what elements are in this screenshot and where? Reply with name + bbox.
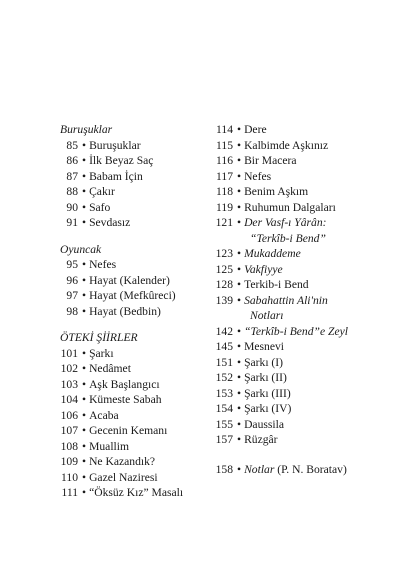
- toc-entry: [213, 262, 383, 278]
- page-number: 128: [215, 278, 233, 291]
- bullet: •: [82, 362, 87, 375]
- page-number: 118: [216, 185, 233, 198]
- toc-entry: [213, 370, 383, 386]
- page-number: 102: [60, 362, 78, 375]
- toc-entry: [60, 200, 210, 216]
- entry-title: Nedâmet: [89, 362, 131, 375]
- bullet: •: [82, 289, 87, 302]
- bullet: •: [237, 293, 242, 307]
- bullet: •: [82, 377, 87, 391]
- entry-title: Benim Aşkım: [244, 185, 309, 198]
- bullet: •: [237, 278, 242, 291]
- bullet: •: [237, 324, 242, 338]
- page-number: 117: [216, 169, 233, 183]
- entry-title: Babam İçin: [89, 169, 143, 183]
- toc-entry: [60, 408, 210, 424]
- entry-title: Şarkı: [89, 346, 114, 360]
- bullet: •: [82, 216, 87, 229]
- entry-title: Sabahattin Ali'nin: [244, 293, 328, 307]
- entry-title: Nefes: [89, 258, 117, 271]
- toc-entry: [213, 122, 383, 138]
- entry-title: “Terkîb-i Bend”e Zeyl: [244, 324, 348, 338]
- toc-entry: [213, 184, 383, 200]
- entry-title-extra: (P. N. Boratav): [277, 462, 347, 476]
- page-number: 104: [60, 393, 78, 406]
- bullet: •: [237, 402, 242, 415]
- entry-title: Daussila: [244, 417, 284, 431]
- page-number: 145: [215, 340, 233, 353]
- page-number: 97: [66, 289, 78, 302]
- entry-title: Aşk Başlangıcı: [89, 377, 160, 391]
- entry-title: Şarkı (I): [244, 355, 284, 369]
- bullet: •: [82, 138, 87, 152]
- entry-title: Çakır: [89, 185, 115, 198]
- page-number: 88: [66, 185, 78, 198]
- entry-title: Hayat (Mefkûreci): [89, 289, 176, 302]
- bullet: •: [237, 371, 242, 384]
- bullet: •: [82, 408, 87, 422]
- toc-entry: [213, 324, 383, 340]
- page-number: 96: [66, 273, 78, 287]
- page-number: 153: [215, 386, 233, 400]
- entry-title: Kalbimde Aşkınız: [244, 138, 329, 152]
- entry-title: Ne Kazandık?: [89, 455, 156, 468]
- bullet: •: [237, 417, 242, 431]
- toc-entry: [213, 169, 383, 185]
- page-number: 123: [215, 247, 233, 260]
- bullet: •: [237, 262, 242, 276]
- toc-entry: [60, 304, 210, 320]
- entry-title: Terkib-i Bend: [244, 278, 309, 291]
- page-number: 95: [66, 258, 78, 271]
- entry-title: Şarkı (III): [244, 386, 291, 400]
- toc-entry: [60, 257, 210, 273]
- toc-entry: [213, 355, 383, 371]
- page-number: 109: [60, 455, 78, 468]
- toc-entry: [213, 386, 383, 402]
- toc-entry: [213, 417, 383, 433]
- entry-title: Gazel Naziresi: [89, 470, 158, 484]
- entry-title: Muallim: [89, 439, 129, 453]
- page-number: 158: [215, 462, 233, 476]
- toc-entry: [60, 346, 210, 362]
- toc-entry: [60, 153, 210, 169]
- toc-entry: [213, 153, 383, 169]
- toc-entry: [60, 454, 210, 470]
- page-number: 157: [215, 433, 233, 446]
- spacer: [60, 319, 210, 330]
- bullet: •: [237, 185, 242, 198]
- section-heading: Buruşuklar: [60, 123, 113, 136]
- page-number: 86: [66, 154, 78, 167]
- entry-title: “Öksüz Kız” Masalı: [89, 486, 184, 499]
- entry-title: Buruşuklar: [89, 138, 141, 152]
- entry-title: Rüzgâr: [244, 433, 278, 446]
- entry-title: Bir Macera: [244, 154, 297, 167]
- page-number: 101: [60, 346, 78, 360]
- page-number: 142: [215, 324, 233, 338]
- entry-title: Dere: [244, 123, 267, 136]
- entry-title: Mukaddeme: [244, 247, 301, 260]
- section-heading: Oyuncak: [60, 242, 102, 256]
- page-number: 155: [215, 417, 233, 431]
- bullet: •: [82, 346, 87, 360]
- page-number: 106: [60, 408, 78, 422]
- toc-entry: [213, 138, 383, 154]
- entry-title: Ruhumun Dalgaları: [244, 200, 336, 214]
- toc-entry: [60, 439, 210, 455]
- page-number: 107: [60, 424, 78, 437]
- toc-entry: [213, 462, 383, 478]
- page-number: 98: [66, 304, 78, 318]
- page-number: 103: [60, 377, 78, 391]
- toc-entry: [60, 169, 210, 185]
- toc-entry: [213, 432, 383, 448]
- page-number: 151: [215, 355, 233, 369]
- page-number: 110: [61, 470, 78, 484]
- bullet: •: [82, 439, 87, 453]
- bullet: •: [237, 200, 242, 214]
- page-number: 121: [215, 216, 233, 229]
- bullet: •: [237, 433, 242, 446]
- toc-entry: [60, 273, 210, 289]
- toc-entry: [213, 401, 383, 417]
- toc-entry: [213, 277, 383, 293]
- entry-title: Mesnevi: [244, 340, 284, 353]
- toc-entry: [213, 200, 383, 216]
- bullet: •: [82, 258, 87, 271]
- page-number: 91: [66, 216, 78, 229]
- toc-entry: [60, 423, 210, 439]
- page-number: 139: [215, 293, 233, 307]
- bullet: •: [237, 123, 242, 136]
- bullet: •: [237, 169, 242, 183]
- entry-title: Hayat (Bedbin): [89, 304, 161, 318]
- bullet: •: [237, 138, 242, 152]
- entry-title: Safo: [89, 200, 111, 214]
- toc-entry: [60, 184, 210, 200]
- entry-title-continued: “Terkîb-i Bend”: [250, 231, 326, 245]
- page-number: 152: [215, 371, 233, 384]
- entry-title: Sevdasız: [89, 216, 131, 229]
- spacer: [213, 448, 383, 462]
- toc-left-column: [60, 122, 210, 501]
- bullet: •: [82, 455, 87, 468]
- page-number: 90: [66, 200, 78, 214]
- bullet: •: [237, 154, 242, 167]
- bullet: •: [82, 200, 87, 214]
- page-number: 114: [216, 123, 233, 136]
- bullet: •: [237, 216, 242, 229]
- page-number: 116: [216, 154, 233, 167]
- entry-title: Vakfiyye: [244, 262, 283, 276]
- bullet: •: [82, 185, 87, 198]
- entry-title-continued: Notları: [250, 309, 284, 322]
- toc-entry: [213, 215, 383, 231]
- bullet: •: [237, 355, 242, 369]
- bullet: •: [237, 340, 242, 353]
- toc-entry: [60, 377, 210, 393]
- bullet: •: [82, 486, 87, 499]
- toc-entry: [60, 392, 210, 408]
- entry-title: Nefes: [244, 169, 272, 183]
- toc-entry: [213, 246, 383, 262]
- entry-title: Şarkı (II): [244, 371, 287, 384]
- bullet: •: [82, 154, 87, 167]
- bullet: •: [82, 470, 87, 484]
- bullet: •: [237, 462, 242, 476]
- section-heading: ÖTEKİ ŞİİRLER: [60, 331, 138, 344]
- spacer: [60, 231, 210, 242]
- page-number: 111: [61, 486, 78, 499]
- toc-entry: [60, 361, 210, 377]
- page-number: 108: [60, 439, 78, 453]
- bullet: •: [237, 247, 242, 260]
- toc-entry: [60, 485, 210, 501]
- toc-entry: [213, 339, 383, 355]
- toc-entry: [60, 288, 210, 304]
- entry-title: Gecenin Kemanı: [89, 424, 168, 437]
- page-number: 85: [66, 138, 78, 152]
- entry-title: Der Vasf-ı Yârân:: [244, 216, 327, 229]
- entry-title: Hayat (Kalender): [89, 273, 170, 287]
- toc-right-column: [213, 122, 383, 477]
- toc-entry: [60, 470, 210, 486]
- toc-entry: [60, 138, 210, 154]
- page-number: 154: [215, 402, 233, 415]
- entry-title: İlk Beyaz Saç: [89, 154, 154, 167]
- toc-entry: [60, 215, 210, 231]
- bullet: •: [237, 386, 242, 400]
- entry-title: Notlar: [244, 462, 275, 476]
- page-number: 125: [215, 262, 233, 276]
- bullet: •: [82, 424, 87, 437]
- page-number: 119: [216, 200, 233, 214]
- entry-title: Acaba: [89, 408, 119, 422]
- page-number: 87: [66, 169, 78, 183]
- entry-title: Kümeste Sabah: [89, 393, 162, 406]
- bullet: •: [82, 273, 87, 287]
- toc-entry: [213, 293, 383, 309]
- bullet: •: [82, 393, 87, 406]
- page-number: 115: [216, 138, 233, 152]
- bullet: •: [82, 169, 87, 183]
- entry-title: Şarkı (IV): [244, 402, 292, 415]
- bullet: •: [82, 304, 87, 318]
